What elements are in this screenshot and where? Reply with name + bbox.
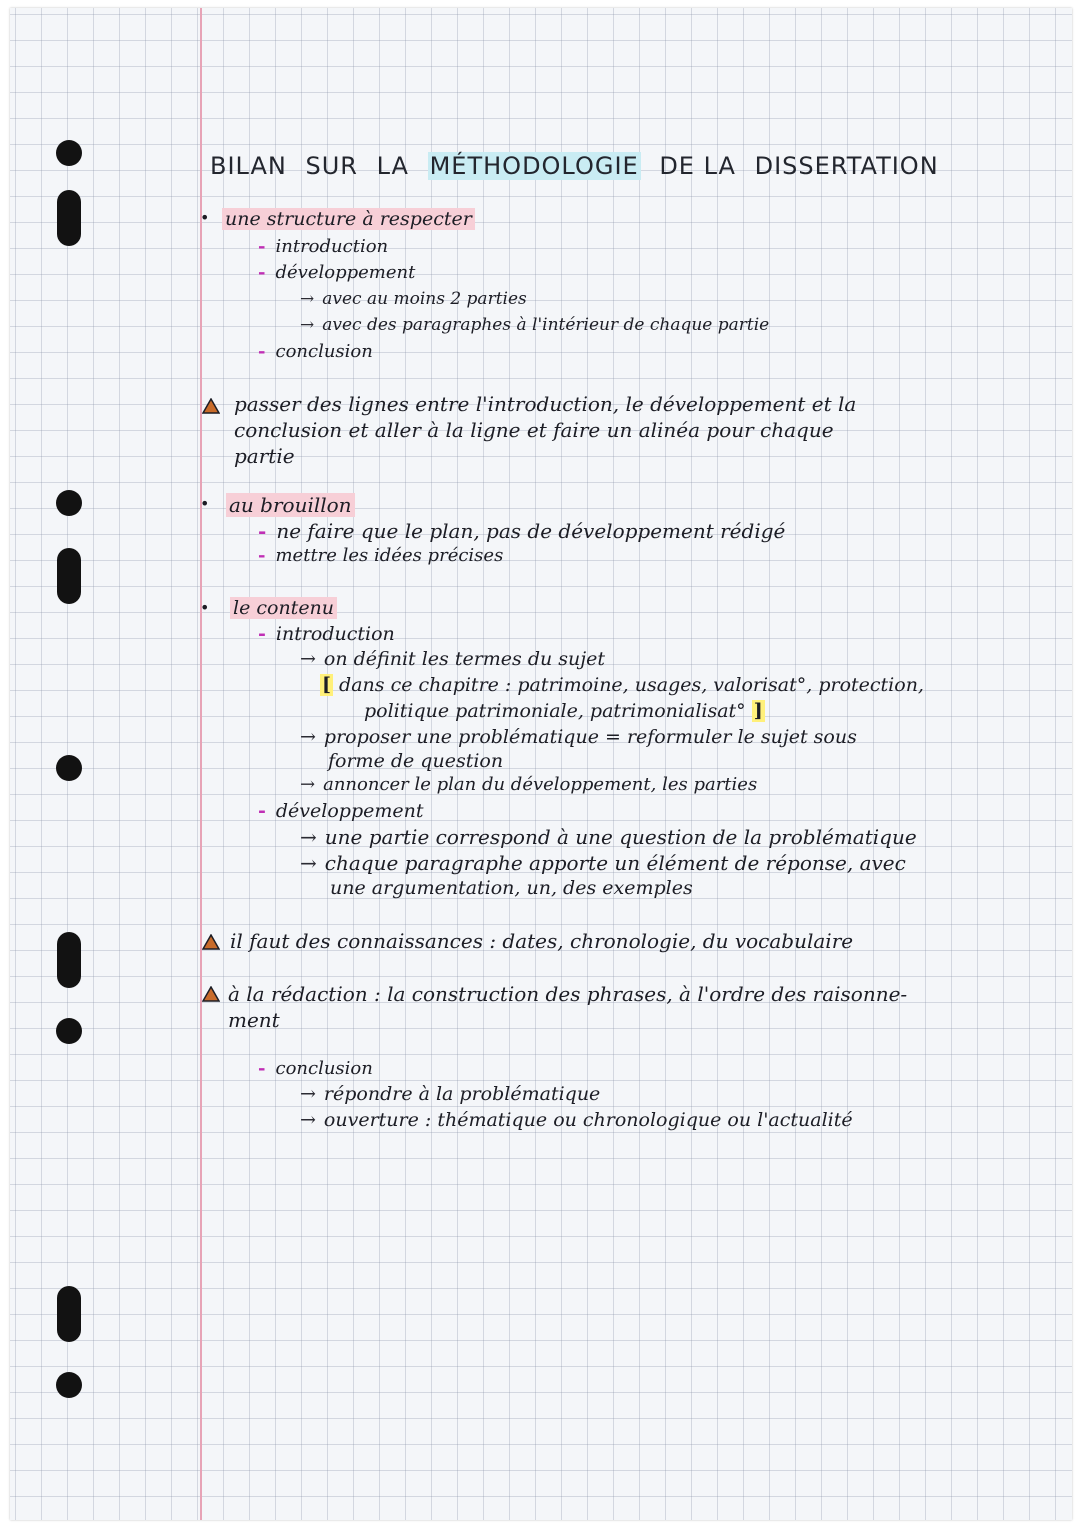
bracket-close: ] xyxy=(753,700,763,722)
list-item-text: mettre les idées précises xyxy=(275,545,504,566)
note-line: conclusion et aller à la ligne et faire un alinéa pour chaque xyxy=(234,418,834,442)
binder-hole xyxy=(57,548,81,604)
binder-hole xyxy=(57,932,81,988)
title-word: BILAN xyxy=(210,152,287,180)
note-line: ment xyxy=(228,1008,280,1032)
sub-item-text: répondre à la problématique xyxy=(323,1083,601,1105)
sub-item-continuation: une argumentation, un, des exemples xyxy=(330,877,693,899)
arrow-icon: → xyxy=(300,1083,316,1105)
heading-text: une structure à respecter xyxy=(222,208,475,230)
list-item-text: introduction xyxy=(275,236,389,257)
list-item-text: développement xyxy=(275,262,416,283)
sub-item xyxy=(300,315,769,335)
bullet-dot: • xyxy=(200,494,210,513)
sub-item xyxy=(300,1083,600,1105)
arrow-icon: → xyxy=(300,1109,316,1131)
bullet-dot: • xyxy=(200,208,210,227)
title-word: LA xyxy=(376,152,409,180)
sub-item-text: proposer une problématique = reformuler le sujet sous xyxy=(323,726,857,748)
warning-icon xyxy=(202,986,220,1002)
dash-marker: - xyxy=(258,236,266,257)
sub-item xyxy=(300,726,857,748)
section-heading xyxy=(226,493,355,517)
dash-marker: - xyxy=(258,262,266,283)
bracket-open: [ xyxy=(322,674,331,696)
sub-item xyxy=(300,774,757,795)
note-line: à la rédaction : la construction des phrases, à l'ordre des raisonne- xyxy=(228,982,908,1006)
sub-item-text: on définit les termes du sujet xyxy=(323,648,606,670)
list-item xyxy=(258,623,395,645)
list-item xyxy=(258,236,388,257)
list-item-text: développement xyxy=(275,800,424,822)
binder-hole xyxy=(56,1372,82,1398)
binder-hole xyxy=(56,755,82,781)
list-item xyxy=(258,1058,373,1079)
page-title xyxy=(210,152,949,180)
sub-item-text: une partie correspond à une question de la problématique xyxy=(324,825,917,849)
list-item xyxy=(258,545,503,566)
arrow-icon: → xyxy=(300,315,315,335)
bracket-line xyxy=(320,674,924,696)
arrow-icon: → xyxy=(300,289,315,309)
bracket-text: politique patrimoniale, patrimonialisat° xyxy=(364,700,746,722)
list-item xyxy=(258,519,785,543)
list-item xyxy=(258,800,424,822)
list-item-text: introduction xyxy=(275,623,395,645)
dash-marker: - xyxy=(258,519,267,543)
warning-icon xyxy=(202,934,220,950)
sub-item xyxy=(300,825,917,849)
sub-item-text: avec au moins 2 parties xyxy=(322,289,527,309)
section-heading xyxy=(222,208,475,230)
sub-item-text: chaque paragraphe apporte un élément de réponse, avec xyxy=(324,851,906,875)
binder-hole xyxy=(56,1018,82,1044)
sub-item-text: annoncer le plan du développement, les parties xyxy=(323,774,758,795)
list-item xyxy=(258,262,415,283)
heading-text: le contenu xyxy=(230,597,337,619)
dash-marker: - xyxy=(258,1058,266,1079)
heading-text: au brouillon xyxy=(226,493,355,517)
dash-marker: - xyxy=(258,800,266,822)
list-item xyxy=(258,341,373,362)
arrow-icon: → xyxy=(300,851,317,875)
bracket-line xyxy=(364,700,765,722)
sub-item xyxy=(300,289,527,309)
binder-hole xyxy=(56,140,82,166)
title-word-highlighted: MÉTHODOLOGIE xyxy=(429,152,639,180)
note-line: il faut des connaissances : dates, chronologie, du vocabulaire xyxy=(230,929,854,953)
arrow-icon: → xyxy=(300,648,316,670)
section-heading xyxy=(230,597,337,619)
warning-icon xyxy=(202,398,220,414)
arrow-icon: → xyxy=(300,825,317,849)
sub-item-continuation: forme de question xyxy=(328,750,504,772)
title-word: DISSERTATION xyxy=(754,152,939,180)
binder-hole xyxy=(57,190,81,246)
binder-hole xyxy=(56,490,82,516)
sub-item-text: avec des paragraphes à l'intérieur de chaque partie xyxy=(322,315,770,335)
list-item-text: conclusion xyxy=(275,341,373,362)
bracket-text: dans ce chapitre : patrimoine, usages, valorisat°, protection, xyxy=(339,674,924,696)
sub-item xyxy=(300,648,605,670)
notebook-page xyxy=(10,8,1072,1520)
bullet-dot: • xyxy=(200,598,210,617)
binder-hole xyxy=(57,1286,81,1342)
dash-marker: - xyxy=(258,545,266,566)
list-item-text: ne faire que le plan, pas de développement rédigé xyxy=(276,519,786,543)
dash-marker: - xyxy=(258,623,266,645)
list-item-text: conclusion xyxy=(275,1058,373,1079)
sub-item xyxy=(300,851,906,875)
arrow-icon: → xyxy=(300,726,316,748)
margin-line xyxy=(200,8,202,1520)
arrow-icon: → xyxy=(300,774,316,795)
note-line: partie xyxy=(234,444,295,468)
title-word: DE LA xyxy=(659,152,736,180)
dash-marker: - xyxy=(258,341,266,362)
note-line: passer des lignes entre l'introduction, le développement et la xyxy=(234,392,857,416)
sub-item-text: ouverture : thématique ou chronologique ou l'actualité xyxy=(323,1109,853,1131)
sub-item xyxy=(300,1109,853,1131)
title-word: SUR xyxy=(305,152,358,180)
